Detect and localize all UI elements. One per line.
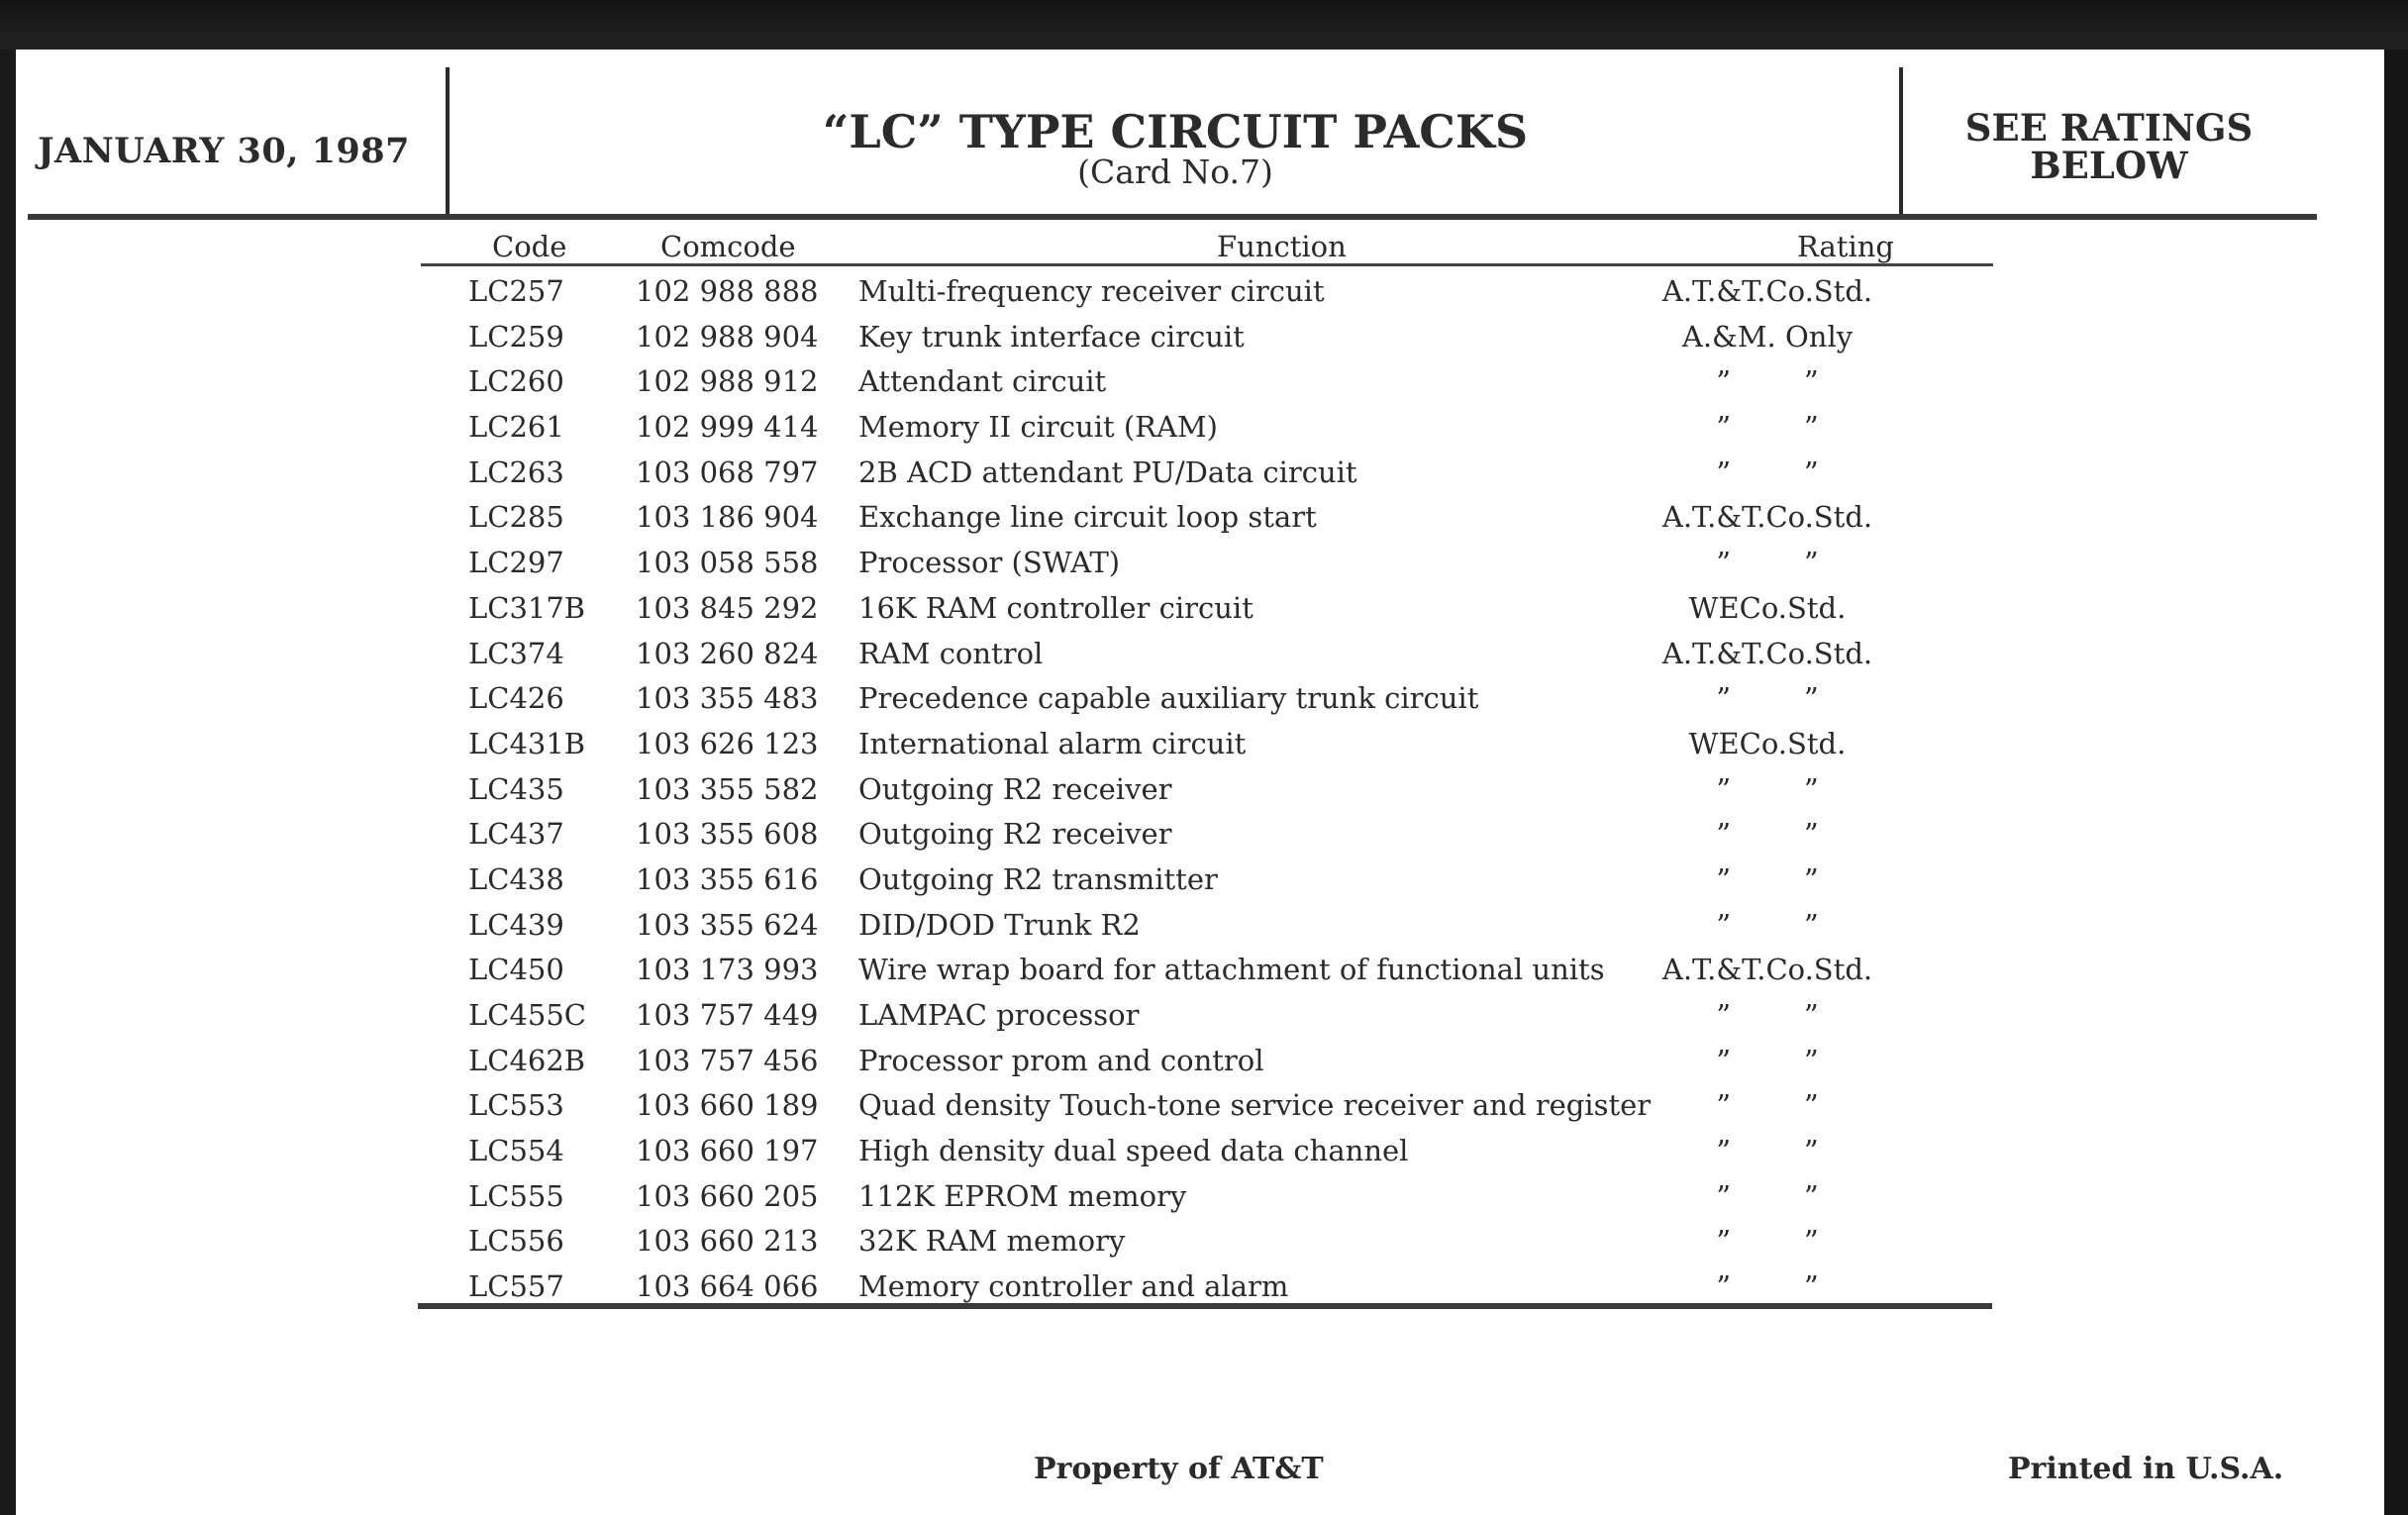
table-row [421,452,1993,497]
cell-comcode: 103 660 197 [636,1134,819,1168]
cell-function: International alarm circuit [858,726,1247,760]
cell-rating: A.T.&T.Co.Std. [1661,636,1873,670]
cell-function: High density dual speed data channel [858,1134,1409,1168]
table-row [421,1084,1993,1130]
table-row [421,587,1993,633]
cell-rating: ” ” [1716,1134,1819,1168]
cell-comcode: 103 660 205 [636,1178,819,1213]
footer-printed: Printed in U.S.A. [2008,1452,2284,1486]
cell-comcode: 103 626 123 [636,726,819,760]
cell-code: LC374 [468,636,564,670]
cell-rating: ” ” [1716,1224,1819,1259]
cell-comcode: 103 355 616 [636,861,819,896]
cell-comcode: 103 757 449 [636,998,819,1032]
cell-rating: A.&M. Only [1681,319,1854,354]
cell-comcode: 103 173 993 [636,953,819,987]
table-row [421,316,1993,361]
cell-code: LC261 [468,410,564,445]
page-title: “LC” TYPE CIRCUIT PACKS [822,105,1529,158]
cell-function: Key trunk interface circuit [858,319,1245,354]
cell-comcode: 102 999 414 [636,410,819,445]
cell-code: LC462B [468,1043,586,1077]
cell-comcode: 102 988 912 [636,364,819,399]
cell-code: LC317B [468,590,586,625]
cell-code: LC455C [468,998,586,1032]
cell-code: LC263 [468,454,564,489]
header-divider-left [446,67,450,218]
table-row [421,360,1993,406]
header-rule [28,214,2317,220]
table-row [421,1130,1993,1175]
cell-function: RAM control [858,636,1044,670]
cell-rating: A.T.&T.Co.Std. [1661,953,1873,987]
cell-code: LC257 [468,274,564,308]
cell-function: Processor (SWAT) [858,546,1121,580]
table-row [421,1220,1993,1265]
cell-rating: WECo.Std. [1688,726,1847,760]
cell-rating: ” ” [1716,861,1819,896]
cell-function: Processor prom and control [858,1043,1264,1077]
table-row [421,496,1993,542]
cell-rating: A.T.&T.Co.Std. [1661,274,1873,308]
cell-code: LC556 [468,1224,564,1259]
table-row [421,723,1993,768]
cell-rating: ” ” [1716,1088,1819,1123]
cell-code: LC554 [468,1134,564,1168]
cell-function: 16K RAM controller circuit [858,590,1254,625]
cell-function: Memory II circuit (RAM) [858,410,1218,445]
cell-comcode: 103 355 483 [636,681,819,716]
cell-code: LC438 [468,861,564,896]
table-row [421,994,1993,1040]
cell-comcode: 103 664 066 [636,1269,819,1304]
cell-rating: ” ” [1716,817,1819,852]
card-number: (Card No.7) [1077,152,1273,191]
cell-function: Outgoing R2 transmitter [858,861,1218,896]
cell-rating: ” ” [1716,1043,1819,1077]
cell-function: DID/DOD Trunk R2 [858,907,1141,942]
table-row [421,542,1993,587]
cell-comcode: 103 260 824 [636,636,819,670]
cell-function: Multi-frequency receiver circuit [858,274,1325,308]
cell-code: LC285 [468,500,564,535]
cell-function: 2B ACD attendant PU/Data circuit [858,454,1357,489]
cell-comcode: 103 186 904 [636,500,819,535]
cell-function: Exchange line circuit loop start [858,500,1317,535]
table-row [421,904,1993,950]
cell-code: LC557 [468,1269,564,1304]
cell-function: Outgoing R2 receiver [858,817,1172,852]
cell-comcode: 103 068 797 [636,454,819,489]
table-row [421,768,1993,814]
column-header-code: Code [492,230,567,263]
cell-rating: ” ” [1716,907,1819,942]
cell-comcode: 103 058 558 [636,546,819,580]
cell-rating: WECo.Std. [1688,590,1847,625]
cell-comcode: 102 988 904 [636,319,819,354]
cell-rating: ” ” [1716,454,1819,489]
cell-comcode: 103 355 582 [636,771,819,806]
cell-code: LC259 [468,319,564,354]
cell-code: LC431B [468,726,586,760]
cell-rating: A.T.&T.Co.Std. [1661,500,1873,535]
cell-comcode: 103 757 456 [636,1043,819,1077]
cell-function: Outgoing R2 receiver [858,771,1172,806]
table-row [421,949,1993,994]
cell-function: Precedence capable auxiliary trunk circuit [858,681,1479,716]
cell-rating: ” ” [1716,771,1819,806]
cell-comcode: 102 988 888 [636,274,819,308]
cell-function: 32K RAM memory [858,1224,1126,1259]
table-header-rule [421,263,1993,266]
table-row [421,813,1993,858]
cell-code: LC426 [468,681,564,716]
cell-code: LC437 [468,817,564,852]
cell-rating: ” ” [1716,1269,1819,1304]
ratings-note-line2: BELOW [2030,144,2188,187]
cell-rating: ” ” [1716,681,1819,716]
cell-function: Quad density Touch-tone service receiver and register [858,1088,1652,1123]
table-row [421,633,1993,678]
ratings-note-line1: SEE RATINGS [1964,106,2254,150]
table-row [421,677,1993,723]
cell-comcode: 103 660 189 [636,1088,819,1123]
cell-comcode: 103 355 624 [636,907,819,942]
cell-function: Attendant circuit [858,364,1107,399]
cell-function: Wire wrap board for attachment of functional units [858,953,1605,987]
ratings-note [1911,106,2307,187]
table-row [421,1175,1993,1221]
table-row [421,270,1993,316]
cell-function: 112K EPROM memory [858,1178,1187,1213]
cell-comcode: 103 355 608 [636,817,819,852]
cell-rating: ” ” [1716,364,1819,399]
table-row [421,406,1993,452]
header-divider-right [1899,67,1903,218]
cell-code: LC435 [468,771,564,806]
cell-rating: ” ” [1716,1178,1819,1213]
cell-code: LC553 [468,1088,564,1123]
table-row [421,858,1993,904]
cell-comcode: 103 845 292 [636,590,819,625]
cell-function: Memory controller and alarm [858,1269,1289,1304]
column-header-comcode: Comcode [660,230,796,263]
table-header [421,226,1993,265]
cell-code: LC450 [468,953,564,987]
cell-rating: ” ” [1716,410,1819,445]
cell-comcode: 103 660 213 [636,1224,819,1259]
cell-function: LAMPAC processor [858,998,1140,1032]
scan-right-border [2384,50,2408,1515]
cell-code: LC297 [468,546,564,580]
scan-top-border [0,0,2408,50]
table-bottom-rule [418,1303,1992,1309]
column-header-rating: Rating [1797,230,1894,263]
cell-rating: ” ” [1716,998,1819,1032]
cell-rating: ” ” [1716,546,1819,580]
table-body [421,270,1993,1311]
table-row [421,1040,1993,1085]
cell-code: LC439 [468,907,564,942]
cell-code: LC555 [468,1178,564,1213]
circuit-pack-table [421,226,1993,1304]
column-header-function: Function [1217,230,1347,263]
cell-code: LC260 [468,364,564,399]
footer-property: Property of AT&T [1034,1452,1324,1486]
document-date: JANUARY 30, 1987 [38,131,410,171]
